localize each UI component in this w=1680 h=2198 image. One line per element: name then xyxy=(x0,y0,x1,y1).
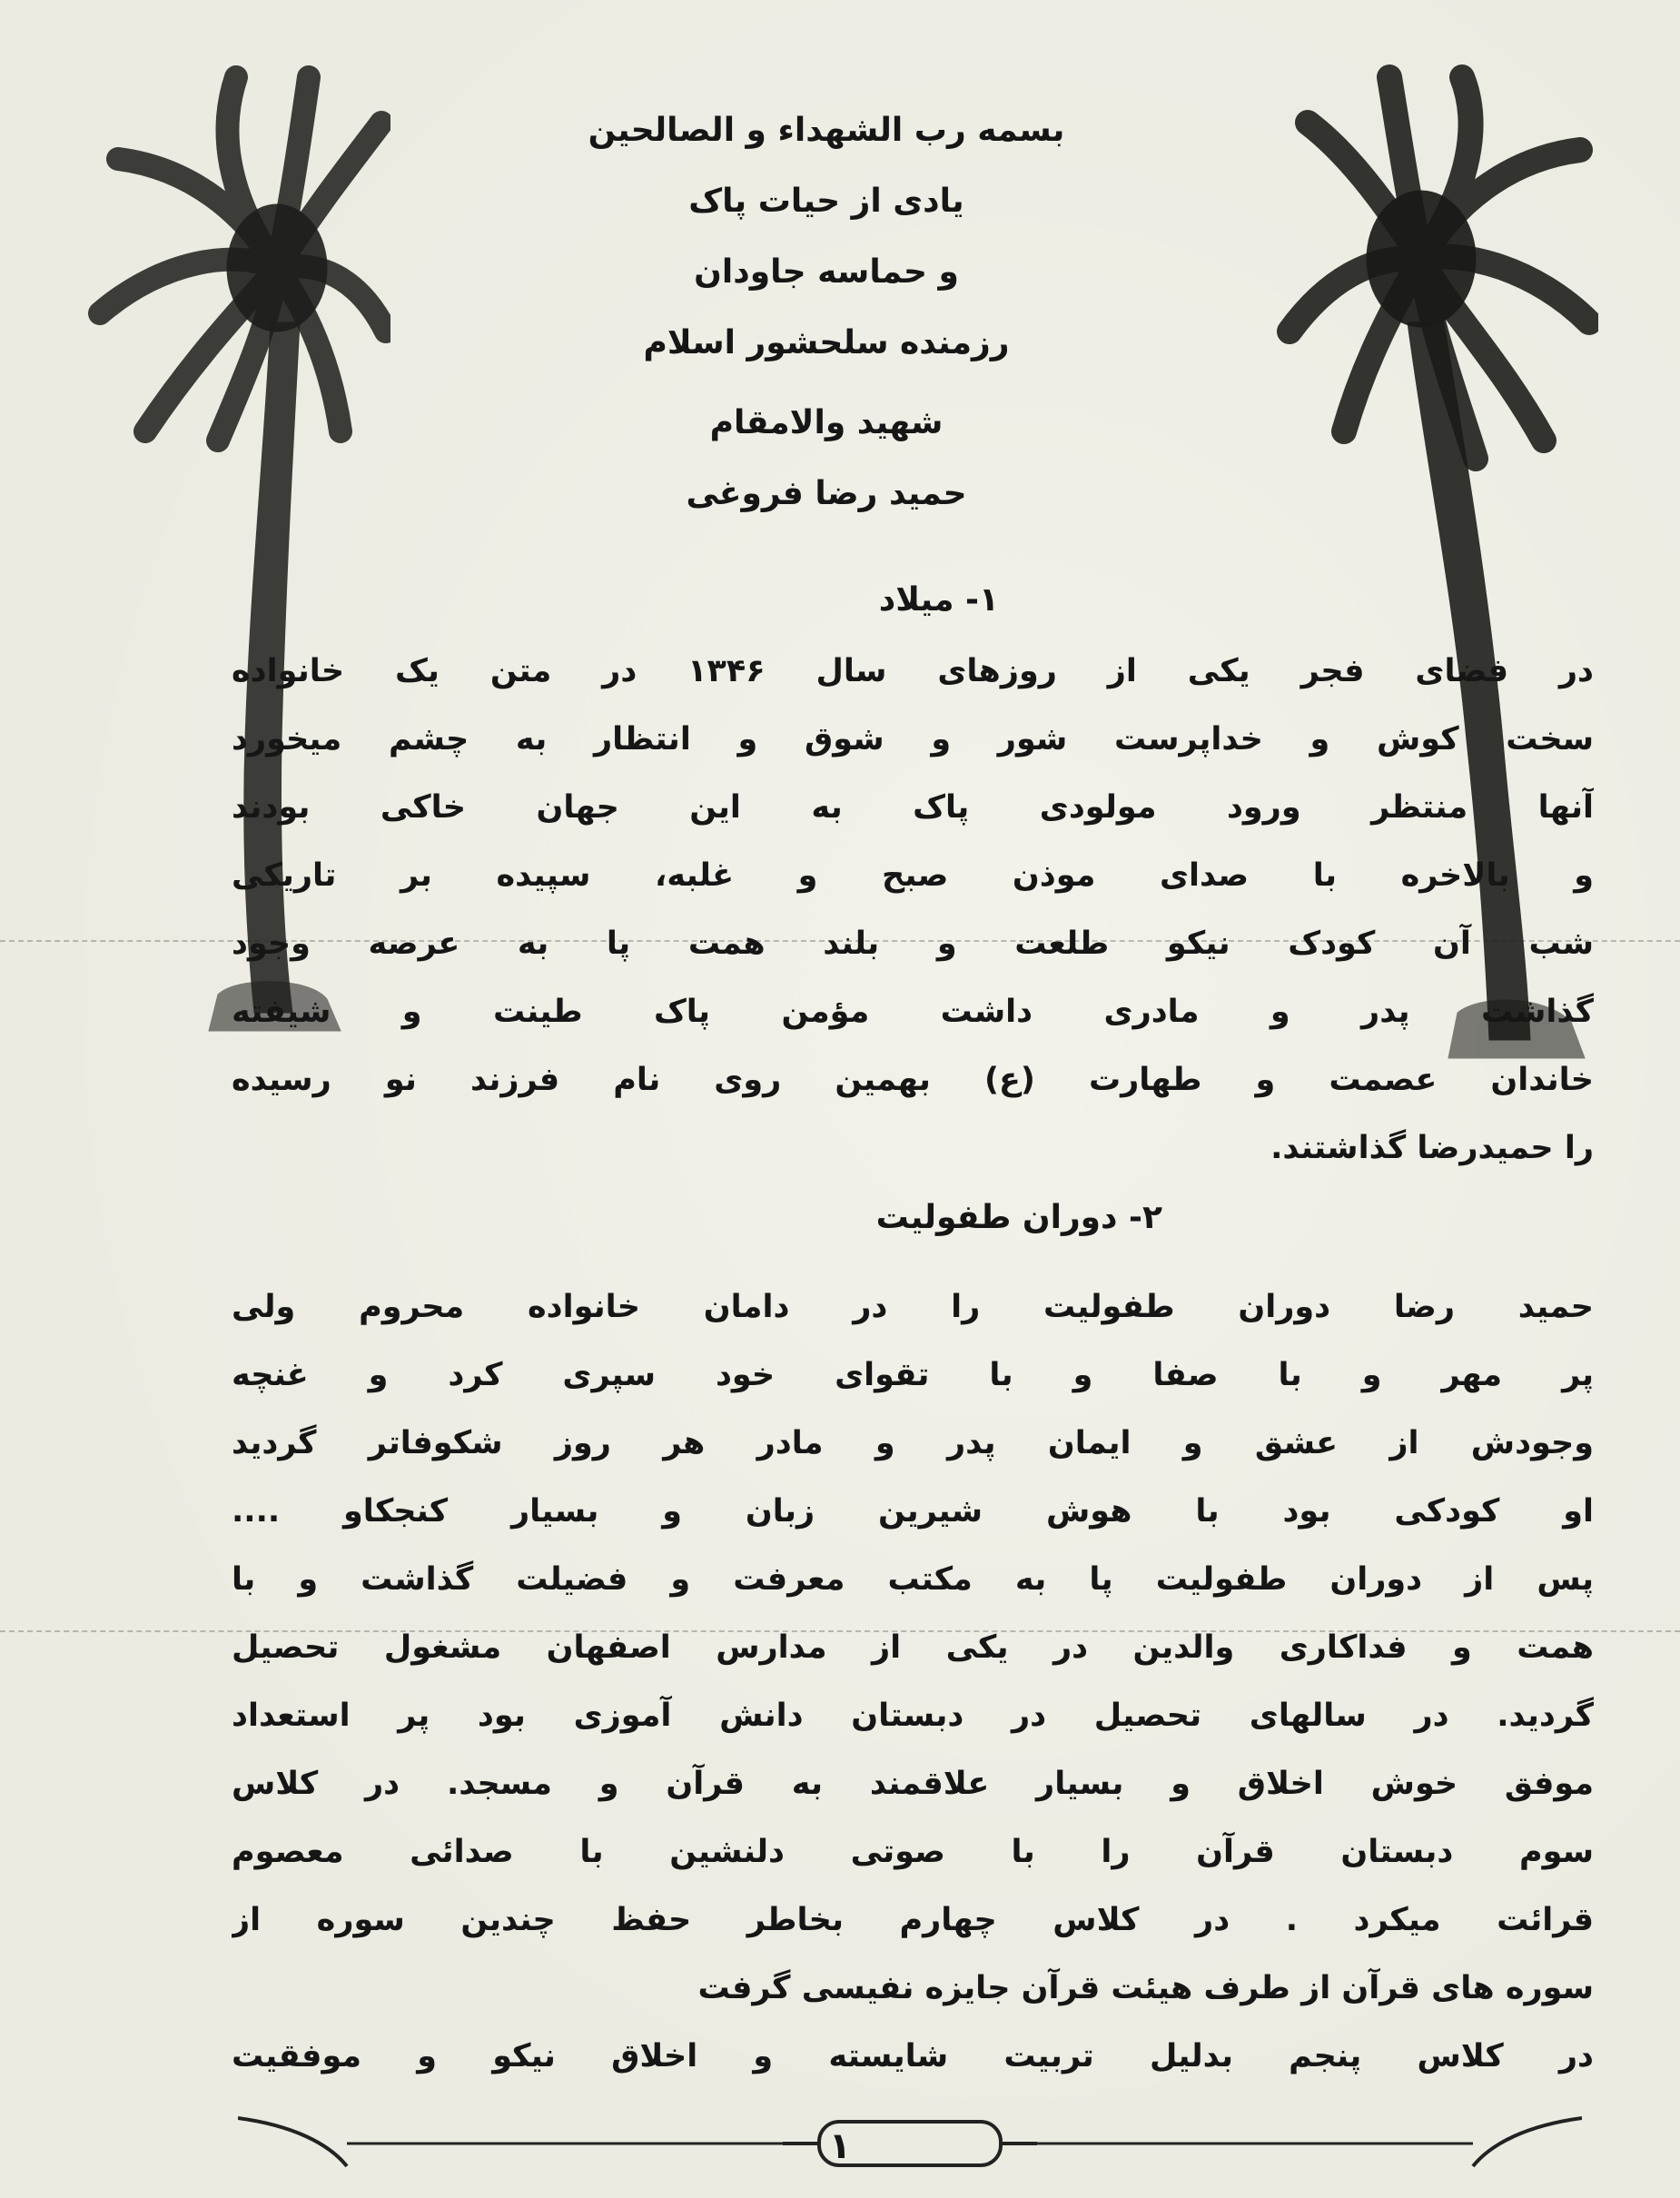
text-line: سخت کوش و خداپرست شور و شوق و انتظار به چشم میخورد xyxy=(232,721,1594,757)
text-line: گردید. در سالهای تحصیل در دبستان دانش آموزی بود پر استعداد xyxy=(232,1698,1594,1734)
page-frame-ornament xyxy=(238,2116,1582,2171)
text-line: حمید رضا دوران طفولیت را در دامان خانواده محروم ولی xyxy=(232,1289,1594,1325)
text-line: وجودش از عشق و ایمان پدر و مادر هر روز شکوفاتر گردید xyxy=(232,1425,1594,1461)
text-line: قرائت میکرد . در کلاس چهارم بخاطر حفظ چندین سوره از xyxy=(232,1902,1594,1938)
text-line: آنها منتظر ورود مولودی پاک به این جهان خاکی بودند xyxy=(232,789,1594,826)
page-number: ۱ xyxy=(828,2125,852,2167)
section-title-birth: ۱- میلاد xyxy=(878,581,999,619)
text-line: در فضای فجر یکی از روزهای سال ۱۳۴۶ در متن یک خانواده xyxy=(232,653,1594,689)
section-body-childhood xyxy=(232,1273,1594,2091)
text-line: گذاشت پدر و مادری داشت مؤمن پاک طینت و شیفته xyxy=(232,994,1594,1030)
text-line: پس از دوران طفولیت پا به مکتب معرفت و فضیلت گذاشت و با xyxy=(232,1561,1594,1598)
header-line: و حماسه جاودان xyxy=(694,253,959,291)
text-line: سوم دبستان قرآن را با صوتی دلنشین با صدائی معصوم xyxy=(232,1834,1594,1870)
text-line: موفق خوش اخلاق و بسیار علاقمند به قرآن و مسجد. در کلاس xyxy=(232,1766,1594,1802)
header-line: رزمنده سلحشور اسلام xyxy=(643,324,1010,361)
text-line: همت و فداکاری والدین در یکی از مدارس اصفهان مشغول تحصیل xyxy=(232,1629,1594,1666)
section-body-birth xyxy=(232,638,1594,1183)
text-line: شب آن کودک نیکو طلعت و بلند همت پا به عرصه وجود xyxy=(232,926,1594,962)
text-line: را حمیدرضا گذاشتند. xyxy=(1270,1130,1594,1166)
text-line: سوره های قرآن از طرف هیئت قرآن جایزه نفیسی گرفت xyxy=(697,1970,1594,2006)
martyr-name: حمید رضا فروغی xyxy=(686,475,967,512)
text-line: و بالاخره با صدای موذن صبح و غلبه، سپیده بر تاریکی xyxy=(232,857,1594,894)
header-line: یادی از حیات پاک xyxy=(688,183,964,220)
basmala-line: بسمه رب الشهداء و الصالحین xyxy=(588,112,1065,149)
text-line: در کلاس پنجم بدلیل تربیت شایسته و اخلاق نیکو و موفقیت xyxy=(232,2038,1594,2074)
text-line: خاندان عصمت و طهارت (ع) بهمین روی نام فرزند نو رسیده xyxy=(232,1062,1594,1098)
section-title-childhood: ۲- دوران طفولیت xyxy=(875,1199,1162,1236)
header-block xyxy=(381,95,1271,530)
martyr-title: شهید والامقام xyxy=(709,404,944,441)
text-line: او کودکی بود با هوش شیرین زبان و بسیار کنجکاو .... xyxy=(232,1493,1594,1530)
text-line: پر مهر و با صفا و با تقوای خود سپری کرد و غنچه xyxy=(232,1357,1594,1393)
